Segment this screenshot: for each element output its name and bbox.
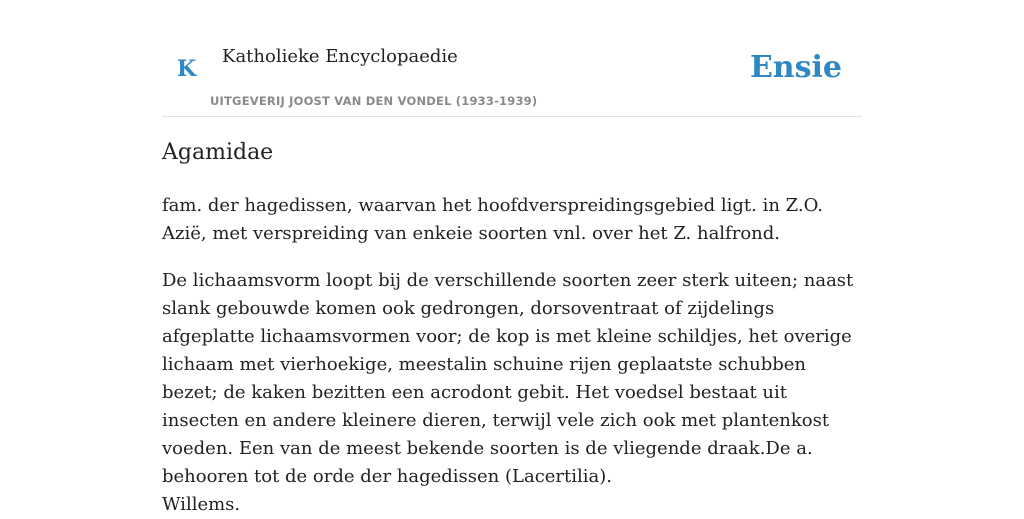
author-name: Willems. bbox=[162, 494, 241, 515]
page-container bbox=[162, 0, 862, 515]
article-paragraph: fam. der hagedissen, waarvan het hoofdverspreidingsgebied ligt. in Z.O. Azië, met verspreiding van enkeie soorten vnl. over het Z. halfrond. bbox=[162, 195, 823, 244]
book-title-link[interactable]: Katholieke Encyclopaedie bbox=[222, 46, 458, 67]
site-header bbox=[162, 0, 862, 117]
publisher-label: UITGEVERIJ JOOST VAN DEN VONDEL (1933-1939) bbox=[210, 94, 538, 108]
article-paragraph: De lichaamsvorm loopt bij de verschillende soorten zeer sterk uiteen; naast slank gebouwde komen ook gedrongen, dorsoventraat of zijdelings afgeplatte lichaamsvormen voor; de kop is met kleine schildjes, het overige lichaam met vierhoekige, meestalin schuine rijen geplaatste schubben bezet; de kaken bezitten een acrodont gebit. Het voedsel bestaat uit insecten en andere kleinere dieren, terwijl vele zich ook met plantenkost voeden. Een van de meest bekende soorten is de vliegende draak.De a. behooren tot de orde der hagedissen (Lacertilia). bbox=[162, 270, 854, 487]
encyclopedia-logo[interactable]: K bbox=[177, 56, 197, 82]
entry-title: Agamidae bbox=[162, 140, 274, 165]
ensie-brand-logo[interactable]: Ensie bbox=[749, 50, 842, 85]
